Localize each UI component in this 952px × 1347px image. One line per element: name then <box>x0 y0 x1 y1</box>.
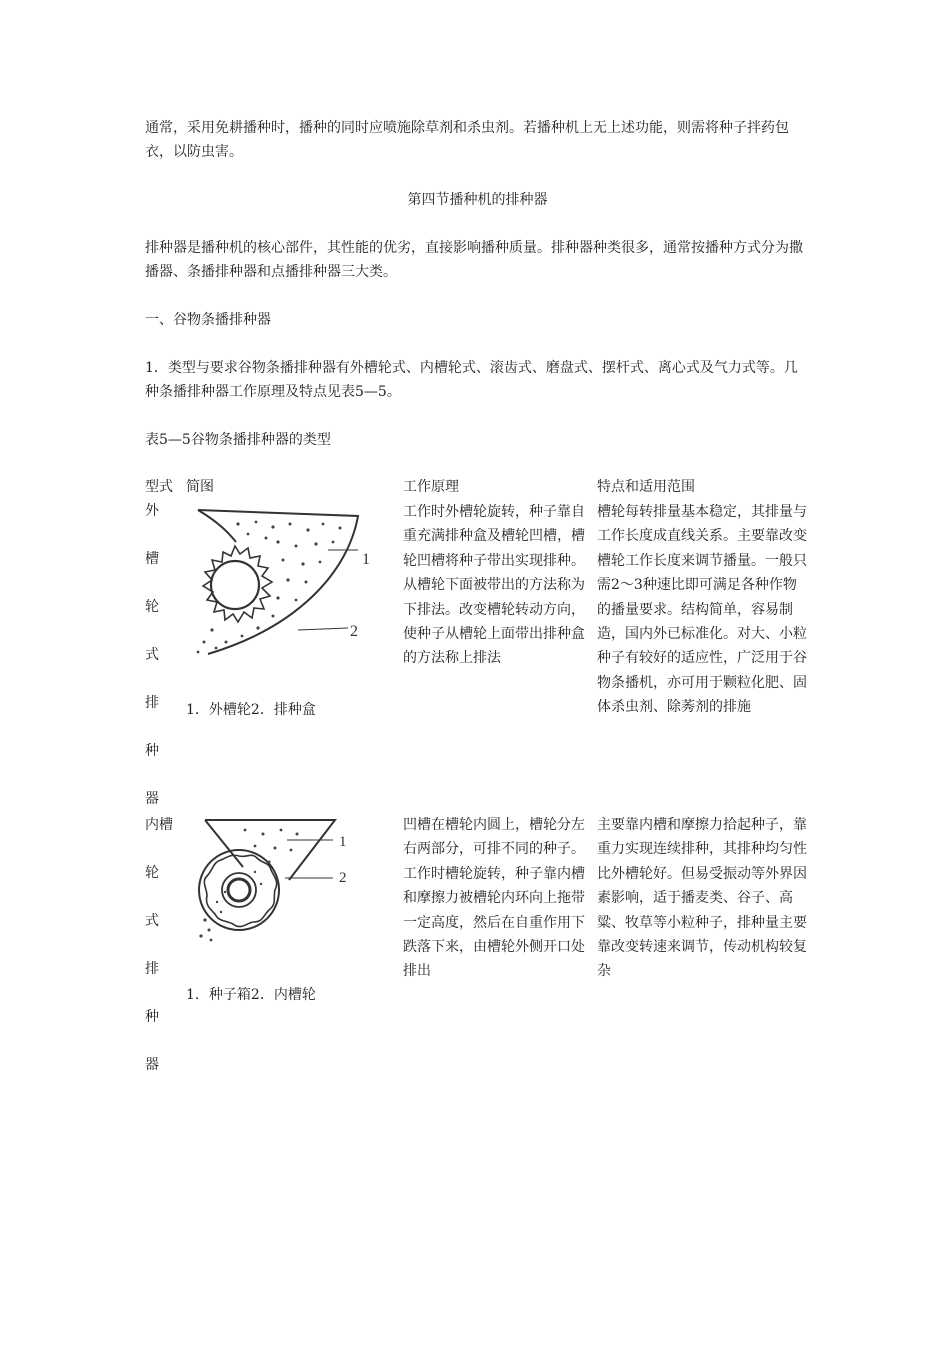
row1-type-char: 式 <box>145 647 159 663</box>
row1-principle: 工作时外槽轮旋转，种子靠自重充满排种盒及槽轮凹槽，槽轮凹槽将种子带出实现排种。从槽轮下面被带出的方法称为下排法。改变槽轮转动方向，使种子从槽轮上面带出排种盒的方法称上排法 <box>403 504 585 667</box>
row2-figure-label-2: 2 <box>339 870 347 886</box>
table-caption: 表5—5谷物条播排种器的类型 <box>145 432 331 448</box>
row2-figure-caption: 1．种子箱2．内槽轮 <box>186 987 316 1003</box>
header-type: 型式 <box>145 479 173 495</box>
row1-type-char: 器 <box>145 791 159 807</box>
row1-type-char: 槽 <box>145 551 159 567</box>
paragraph-types: 1．类型与要求谷物条播排种器有外槽轮式、内槽轮式、滚齿式、磨盘式、摆杆式、离心式及气力式等。几种条播排种器工作原理及特点见表5—5。 <box>145 360 798 400</box>
row2-figure-label-1: 1 <box>339 834 347 850</box>
row2-type-char: 排 <box>145 961 159 977</box>
row2-type-char: 式 <box>145 913 159 929</box>
row2-type-char: 种 <box>145 1009 159 1025</box>
paragraph-intro: 通常，采用免耕播种时，播种的同时应喷施除草剂和杀虫剂。若播种机上无上述功能，则需将种子拌药包衣，以防虫害。 <box>145 120 789 160</box>
header-principle: 工作原理 <box>403 479 459 495</box>
row2-features: 主要靠内槽和摩擦力拾起种子，靠重力实现连续排种，其排种均匀性比外槽轮好。但易受振动等外界因素影响，适于播麦类、谷子、高粱、牧草等小粒种子，排种量主要靠改变转速来调节，传动机构较复杂 <box>597 817 807 980</box>
paragraph-overview: 排种器是播种机的核心部件，其性能的优劣，直接影响播种质量。排种器种类很多，通常按播种方式分为撒播器、条播排种器和点播排种器三大类。 <box>145 240 803 280</box>
row1-type-char: 轮 <box>145 599 159 615</box>
header-features: 特点和适用范围 <box>597 479 695 495</box>
row1-features: 槽轮每转排量基本稳定，其排量与工作长度成直线关系。主要靠改变槽轮工作长度来调节播量。一般只需2～3种速比即可满足各种作物的播量要求。结构简单，容易制造，国内外已标准化。对大、小粒种子有较好的适应性，广泛用于谷物条播机，亦可用于颗粒化肥、固体杀虫剂、除莠剂的排施 <box>597 504 807 716</box>
header-diagram: 简图 <box>186 479 214 495</box>
internal-fluted-roller-figure <box>185 812 385 952</box>
row1-figure-label-1: 1 <box>362 551 370 568</box>
row1-figure-label-2: 2 <box>350 623 358 640</box>
external-fluted-roller-figure <box>178 502 388 677</box>
row1-figure-caption: 1．外槽轮2．排种盒 <box>186 702 316 718</box>
row1-type-char: 排 <box>145 695 159 711</box>
row2-type-char: 器 <box>145 1057 159 1073</box>
row1-type-char: 外 <box>145 503 159 519</box>
heading-grain-drill-meter: 一、谷物条播排种器 <box>145 312 271 328</box>
row2-type-char: 内槽 <box>145 817 173 833</box>
row1-type-char: 种 <box>145 743 159 759</box>
row2-principle: 凹槽在槽轮内圆上，槽轮分左右两部分，可排不同的种子。工作时槽轮旋转，种子靠内槽和摩擦力被槽轮内环向上拖带一定高度，然后在自重作用下跌落下来，由槽轮外侧开口处排出 <box>403 817 585 980</box>
row2-type-char: 轮 <box>145 865 159 881</box>
section-title: 第四节播种机的排种器 <box>407 192 548 208</box>
